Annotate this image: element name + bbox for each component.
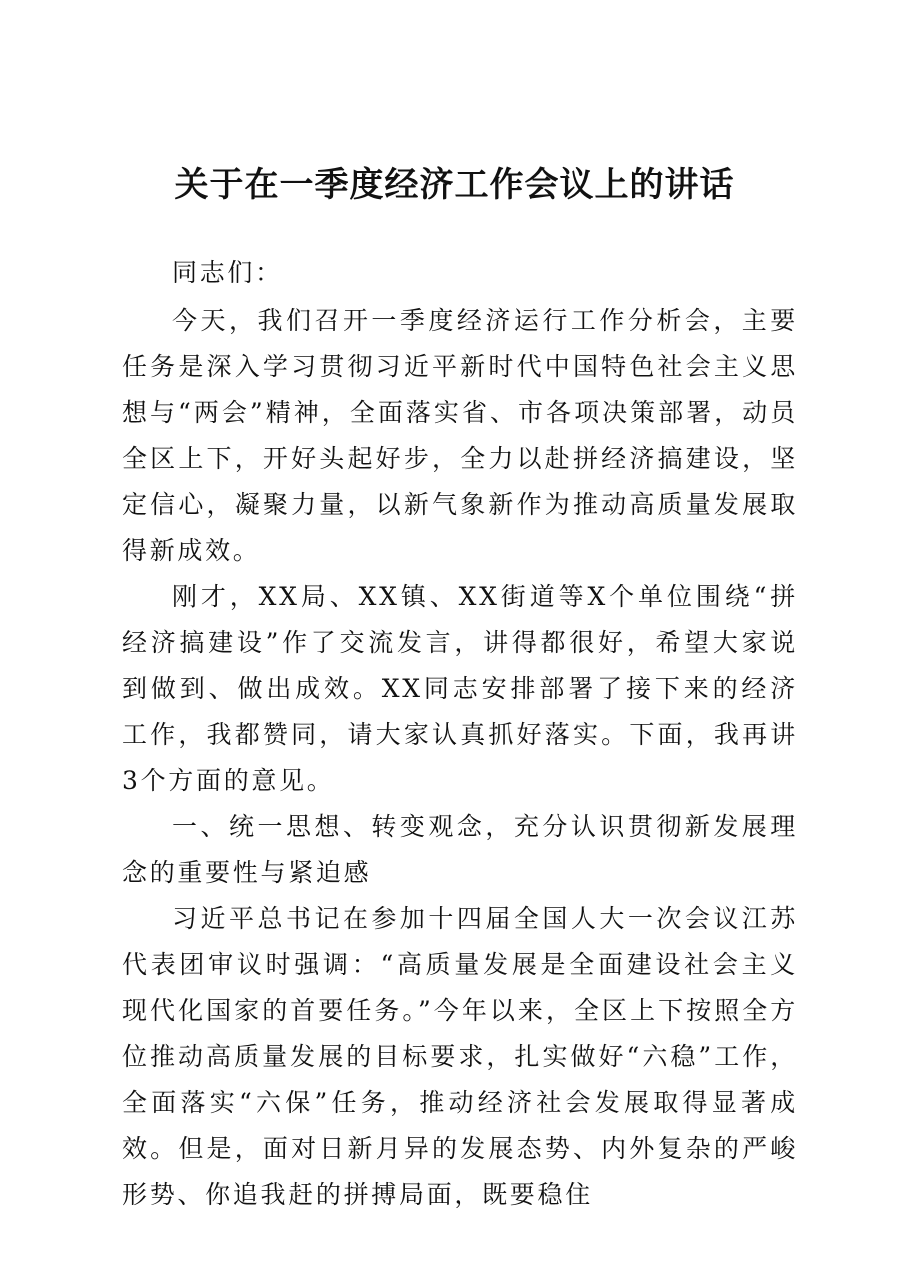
section-heading: 一、统一思想、转变观念，充分认识贯彻新发展理念的重要性与紧迫感 bbox=[122, 812, 798, 887]
body-paragraph: 习近平总书记在参加十四届全国人大一次会议江苏代表团审议时强调：“高质量发展是全面建设社会主义现代化国家的首要任务。”今年以来，全区上下按照全方位推动高质量发展的目标要求，扎实做好“六稳”工作，全面落实“六保”任务，推动经济社会发展取得显著成效。但是，面对日新月异的发展态势、内外复杂的严峻形势、你追我赶的拼搏局面，既要稳住 bbox=[122, 904, 798, 1209]
body-paragraph: 今天，我们召开一季度经济运行工作分析会，主要任务是深入学习贯彻习近平新时代中国特色社会主义思想与“两会”精神，全面落实省、市各项决策部署，动员全区上下，开好头起好步，全力以赴拼经济搞建设，坚定信心，凝聚力量，以新气象新作为推动高质量发展取得新成效。 bbox=[122, 306, 798, 565]
greeting-paragraph: 同志们： bbox=[172, 258, 283, 287]
body-paragraph: 刚才，XX局、XX镇、XX街道等X个单位围绕“拼经济搞建设”作了交流发言，讲得都很好，希望大家说到做到、做出成效。XX同志安排部署了接下来的经济工作，我都赞同，请大家认真抓好落实。下面，我再讲3个方面的意见。 bbox=[122, 582, 798, 795]
document-body bbox=[122, 250, 798, 1218]
document-title: 关于在一季度经济工作会议上的讲话 bbox=[174, 165, 735, 205]
